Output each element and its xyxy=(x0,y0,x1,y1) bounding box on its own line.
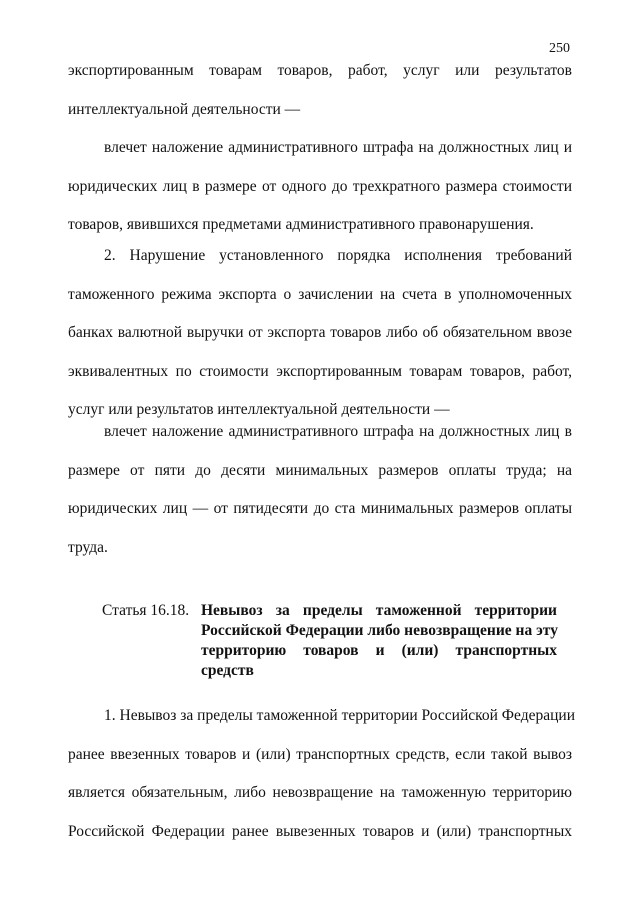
text-line: является обязательным, либо невозвращение на таможенную территорию xyxy=(68,784,572,801)
page-number: 250 xyxy=(549,41,570,56)
text-line: размере от пяти до десяти минимальных размеров оплаты труда; на xyxy=(68,461,572,479)
article-title xyxy=(201,601,557,681)
text-line: 2. Нарушение установленного порядка исполнения требований xyxy=(104,247,572,264)
article-title-line: Российской Федерации либо невозвращение на эту xyxy=(201,622,558,639)
article-number: Статья 16.18. xyxy=(102,602,190,619)
text-line: экспортированным товарам товаров, работ, услуг или результатов xyxy=(68,62,572,79)
text-line: 1. Невывоз за пределы таможенной территории Российской Федерации xyxy=(104,707,576,724)
article-title-line: территорию товаров и (или) транспортных xyxy=(201,642,557,659)
text-line: влечет наложение административного штрафа на должностных лиц в xyxy=(104,423,572,440)
paragraph-article-item-1 xyxy=(68,706,576,860)
text-line: интеллектуальной деятельности — xyxy=(68,100,301,118)
paragraph-continuation xyxy=(68,61,572,138)
text-line: банках валютной выручки от экспорта товаров либо об обязательном ввозе xyxy=(68,324,572,341)
text-line: услуг или результатов интеллектуальной деятельности — xyxy=(68,401,450,418)
text-line: труда. xyxy=(68,538,108,556)
text-line: юридических лиц — от пятидесяти до ста минимальных размеров оплаты xyxy=(68,500,572,517)
text-line: влечет наложение административного штрафа на должностных лиц и xyxy=(104,139,572,156)
article-title-line: Невывоз за пределы таможенной территории xyxy=(201,602,557,619)
paragraph-penalty-2 xyxy=(68,422,572,576)
text-line: эквивалентных по стоимости экспортированным товарам товаров, работ, xyxy=(68,362,572,380)
paragraph-item-2 xyxy=(68,246,572,439)
article-title-line: средств xyxy=(201,662,254,679)
text-line: товаров, явившихся предметами административного правонарушения. xyxy=(68,216,534,233)
text-line: ранее ввезенных товаров и (или) транспортных средств, если такой вывоз xyxy=(68,745,572,763)
paragraph-penalty-1 xyxy=(68,138,572,254)
text-line: юридических лиц в размере от одного до трехкратного размера стоимости xyxy=(68,177,572,195)
text-line: таможенного режима экспорта о зачислении на счета в уполномоченных xyxy=(68,285,572,303)
text-line: Российской Федерации ранее вывезенных товаров и (или) транспортных xyxy=(68,822,572,840)
